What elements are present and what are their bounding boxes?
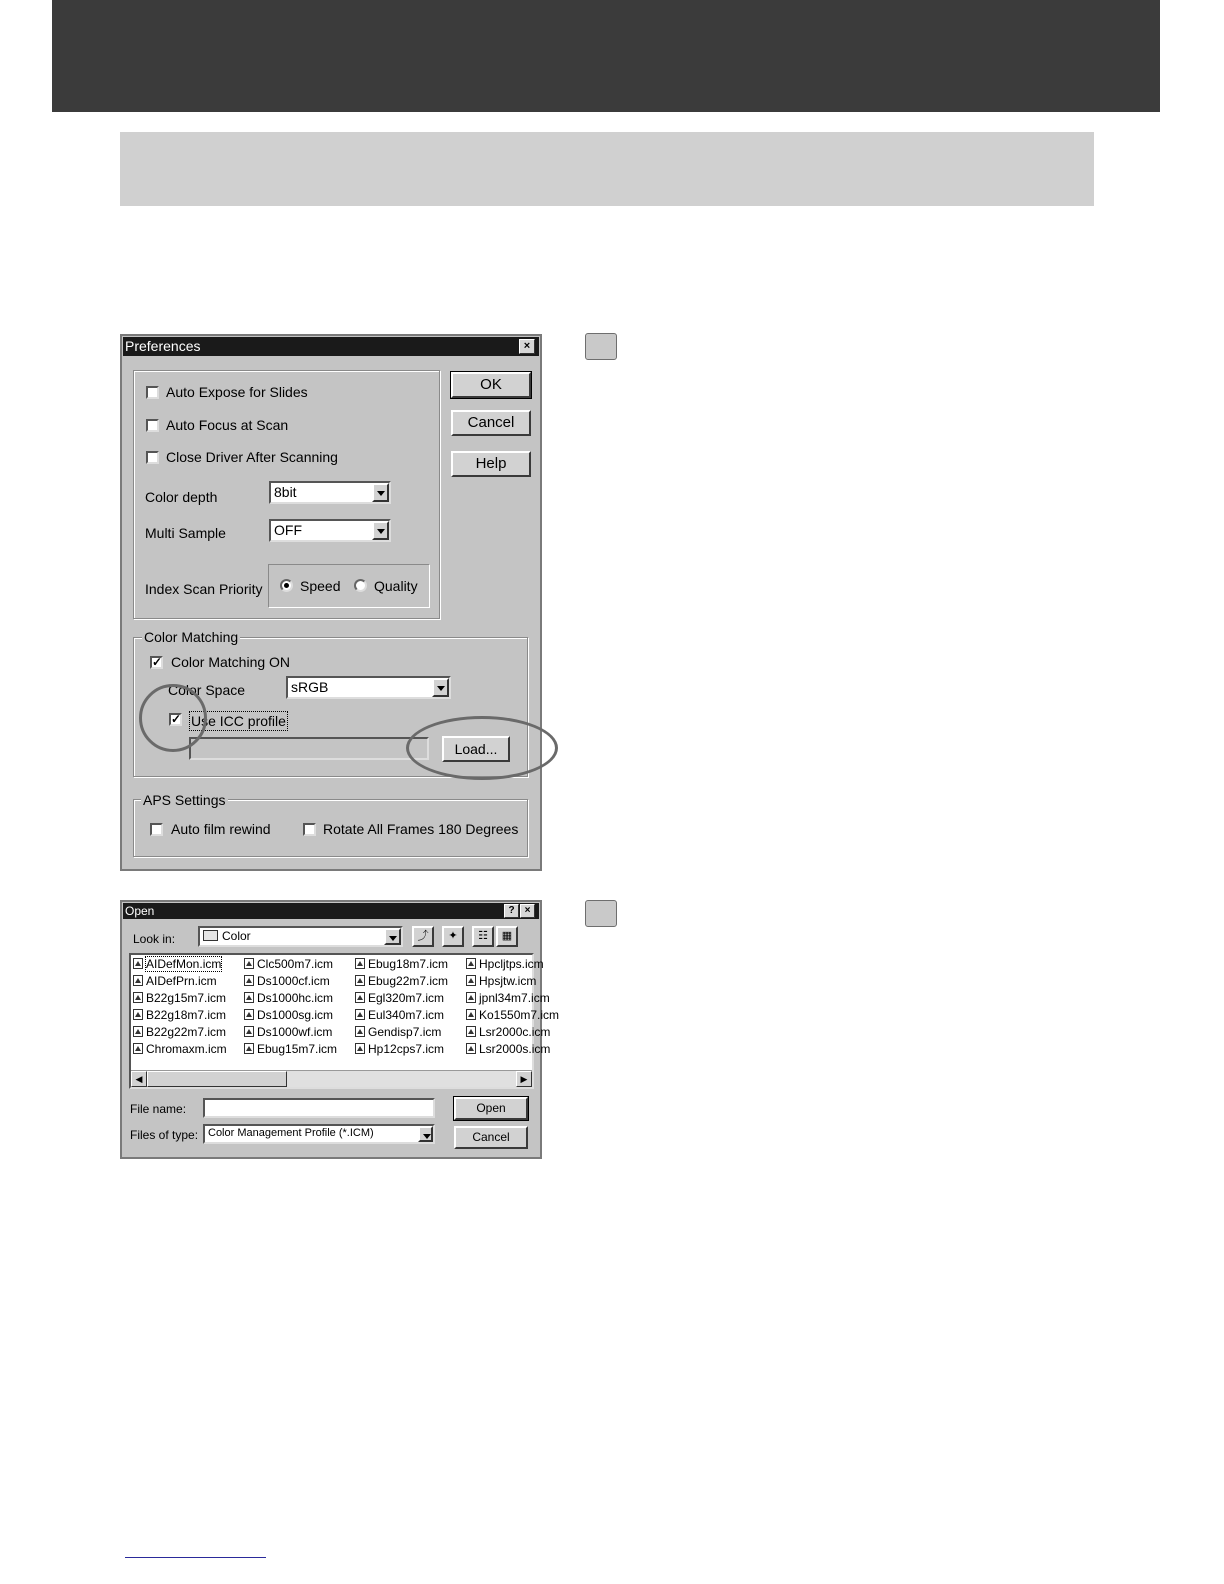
close-driver-checkbox[interactable]	[146, 451, 159, 464]
icm-file-icon	[355, 1043, 365, 1054]
file-item[interactable]	[355, 974, 460, 988]
file-item[interactable]	[133, 957, 238, 971]
auto-expose-label: Auto Expose for Slides	[166, 384, 308, 400]
chevron-down-icon[interactable]	[432, 678, 449, 697]
icm-file-icon	[133, 975, 143, 986]
load-button[interactable]: Load...	[442, 736, 510, 762]
preferences-titlebar	[123, 337, 539, 356]
up-folder-icon[interactable]: ⤴	[412, 926, 434, 947]
file-name-label: File name:	[130, 1102, 187, 1116]
auto-expose-checkbox[interactable]	[146, 386, 159, 399]
file-item[interactable]	[466, 1042, 551, 1056]
color-matching-label: Color Matching ON	[171, 654, 291, 670]
auto-focus-label: Auto Focus at Scan	[166, 417, 289, 433]
file-item-name: Chromaxm.icm	[146, 1042, 227, 1056]
color-space-select[interactable]	[286, 676, 451, 699]
cancel-button[interactable]: Cancel	[451, 410, 531, 436]
preferences-title: Preferences	[125, 338, 201, 354]
files-of-type-value: Color Management Profile (*.ICM)	[208, 1127, 374, 1139]
horizontal-scrollbar[interactable]	[131, 1070, 532, 1087]
color-space-label: Color Space	[168, 682, 246, 698]
icm-file-icon	[466, 992, 476, 1003]
icm-file-icon	[133, 1043, 143, 1054]
open-title: Open	[125, 904, 155, 918]
scroll-left-icon[interactable]: ◀	[131, 1071, 147, 1087]
icm-file-icon	[244, 958, 254, 969]
look-in-select[interactable]	[198, 926, 403, 947]
file-item[interactable]	[133, 1025, 238, 1039]
color-space-value: sRGB	[291, 679, 329, 695]
file-item[interactable]	[133, 974, 238, 988]
look-in-label: Look in:	[133, 932, 176, 946]
file-item-name: B22g15m7.icm	[146, 991, 227, 1005]
footer-rule	[125, 1557, 266, 1558]
step-number-box-2	[585, 900, 617, 927]
icm-file-icon	[133, 1026, 143, 1037]
speed-label: Speed	[300, 578, 341, 594]
icm-file-icon	[355, 975, 365, 986]
section-heading-bar	[120, 132, 1094, 206]
icm-file-icon	[466, 958, 476, 969]
file-item-name: Lsr2000s.icm	[479, 1042, 551, 1056]
file-item-name: Hp12cps7.icm	[368, 1042, 445, 1056]
icm-file-icon	[133, 992, 143, 1003]
file-item-name: Hpcljtps.icm	[479, 957, 544, 971]
new-folder-icon[interactable]: ✦	[442, 926, 464, 947]
file-item[interactable]	[466, 1008, 560, 1022]
help-icon[interactable]: ?	[504, 904, 519, 918]
file-item-name: AIDefMon.icm	[146, 957, 222, 971]
chevron-down-icon[interactable]	[372, 483, 389, 502]
file-item[interactable]	[355, 1025, 460, 1039]
use-icc-label: Use ICC profile	[191, 713, 286, 729]
aps-settings-title: APS Settings	[143, 792, 226, 808]
file-item-name: Hpsjtw.icm	[479, 974, 537, 988]
file-item-name: Ebug18m7.icm	[368, 957, 449, 971]
chevron-down-icon[interactable]	[384, 928, 401, 945]
file-item-name: Ko1550m7.icm	[479, 1008, 560, 1022]
icm-file-icon	[466, 1026, 476, 1037]
file-item[interactable]	[133, 991, 238, 1005]
file-item[interactable]	[355, 957, 460, 971]
multi-sample-select[interactable]	[269, 519, 391, 542]
multi-sample-label: Multi Sample	[145, 525, 226, 541]
open-button[interactable]: Open	[454, 1097, 528, 1120]
color-depth-value: 8bit	[274, 484, 297, 500]
file-item[interactable]	[133, 1042, 238, 1056]
chevron-down-icon[interactable]	[372, 521, 389, 540]
scroll-right-icon[interactable]: ▶	[516, 1071, 532, 1087]
icm-file-icon	[244, 1026, 254, 1037]
color-depth-select[interactable]	[269, 481, 391, 504]
quality-radio[interactable]	[354, 579, 367, 592]
file-item[interactable]	[466, 957, 544, 971]
file-item[interactable]	[355, 1042, 460, 1056]
file-item[interactable]	[244, 991, 349, 1005]
file-name-input[interactable]	[203, 1098, 435, 1118]
file-item-name: Ds1000wf.icm	[257, 1025, 333, 1039]
use-icc-checkbox[interactable]: ✓	[171, 712, 182, 726]
file-item-name: Gendisp7.icm	[368, 1025, 442, 1039]
icm-file-icon	[244, 992, 254, 1003]
list-view-icon[interactable]: ☷	[472, 926, 494, 947]
file-item-name: jpnl34m7.icm	[479, 991, 550, 1005]
file-item[interactable]	[244, 1025, 349, 1039]
look-in-value: Color	[222, 929, 251, 943]
file-item-name: Ds1000sg.icm	[257, 1008, 334, 1022]
file-item-name: B22g18m7.icm	[146, 1008, 227, 1022]
auto-rewind-label: Auto film rewind	[171, 821, 271, 837]
file-item[interactable]	[244, 1042, 349, 1056]
rotate-frames-label: Rotate All Frames 180 Degrees	[323, 821, 519, 837]
highlight-ring-icc	[139, 684, 207, 752]
file-item[interactable]	[355, 991, 460, 1005]
header-bar	[52, 0, 1160, 112]
file-item-name: Ds1000cf.icm	[257, 974, 330, 988]
index-scan-label: Index Scan Priority	[145, 581, 263, 597]
scrollbar-thumb[interactable]	[147, 1071, 287, 1087]
icm-file-icon	[133, 958, 143, 969]
icm-file-icon	[466, 1009, 476, 1020]
folder-icon	[203, 930, 218, 941]
auto-rewind-checkbox[interactable]	[150, 823, 163, 836]
color-depth-label: Color depth	[145, 489, 218, 505]
color-matching-title: Color Matching	[144, 629, 239, 645]
icm-file-icon	[244, 1043, 254, 1054]
files-of-type-label: Files of type:	[130, 1128, 199, 1142]
file-item-name: Lsr2000c.icm	[479, 1025, 551, 1039]
ok-button[interactable]: OK	[451, 372, 531, 398]
quality-label: Quality	[374, 578, 418, 594]
color-matching-checkbox[interactable]: ✓	[152, 655, 163, 669]
step-number-box-1	[585, 333, 617, 360]
icm-file-icon	[355, 992, 365, 1003]
file-item-name: Eul340m7.icm	[368, 1008, 445, 1022]
file-item[interactable]	[466, 991, 550, 1005]
file-item-name: Ebug15m7.icm	[257, 1042, 338, 1056]
highlight-ring-load	[406, 716, 558, 780]
close-icon[interactable]: ×	[520, 904, 535, 918]
open-titlebar	[123, 903, 539, 919]
file-item[interactable]	[244, 957, 349, 971]
file-item-name: Ds1000hc.icm	[257, 991, 334, 1005]
open-dialog	[120, 900, 560, 1159]
file-item-name: AIDefPrn.icm	[146, 974, 217, 988]
file-item[interactable]	[244, 974, 349, 988]
file-item[interactable]	[133, 1008, 238, 1022]
file-item-name: Ebug22m7.icm	[368, 974, 449, 988]
auto-focus-checkbox[interactable]	[146, 419, 159, 432]
icm-file-icon	[466, 975, 476, 986]
help-button[interactable]: Help	[451, 451, 531, 477]
speed-radio[interactable]	[280, 579, 293, 592]
icm-file-icon	[244, 975, 254, 986]
icm-file-icon	[355, 1026, 365, 1037]
multi-sample-value: OFF	[274, 522, 302, 538]
cancel-button[interactable]: Cancel	[454, 1126, 528, 1149]
file-item-name: B22g22m7.icm	[146, 1025, 227, 1039]
file-item[interactable]	[355, 1008, 460, 1022]
icm-file-icon	[466, 1043, 476, 1054]
icm-file-icon	[355, 1009, 365, 1020]
icm-file-icon	[133, 1009, 143, 1020]
file-item[interactable]	[466, 974, 537, 988]
icc-profile-path-field[interactable]	[189, 737, 429, 760]
files-of-type-select[interactable]	[203, 1124, 435, 1144]
preferences-dialog	[120, 334, 542, 871]
rotate-frames-checkbox[interactable]	[303, 823, 316, 836]
details-view-icon[interactable]: ▦	[496, 926, 518, 947]
close-icon[interactable]: ×	[519, 339, 535, 354]
file-list[interactable]	[129, 953, 560, 1089]
file-item-name: Clc500m7.icm	[257, 957, 334, 971]
icm-file-icon	[355, 958, 365, 969]
icm-file-icon	[244, 1009, 254, 1020]
file-item[interactable]	[466, 1025, 551, 1039]
file-item[interactable]	[244, 1008, 349, 1022]
file-item-name: Egl320m7.icm	[368, 991, 445, 1005]
chevron-down-icon[interactable]	[418, 1126, 433, 1142]
close-driver-label: Close Driver After Scanning	[166, 449, 338, 465]
